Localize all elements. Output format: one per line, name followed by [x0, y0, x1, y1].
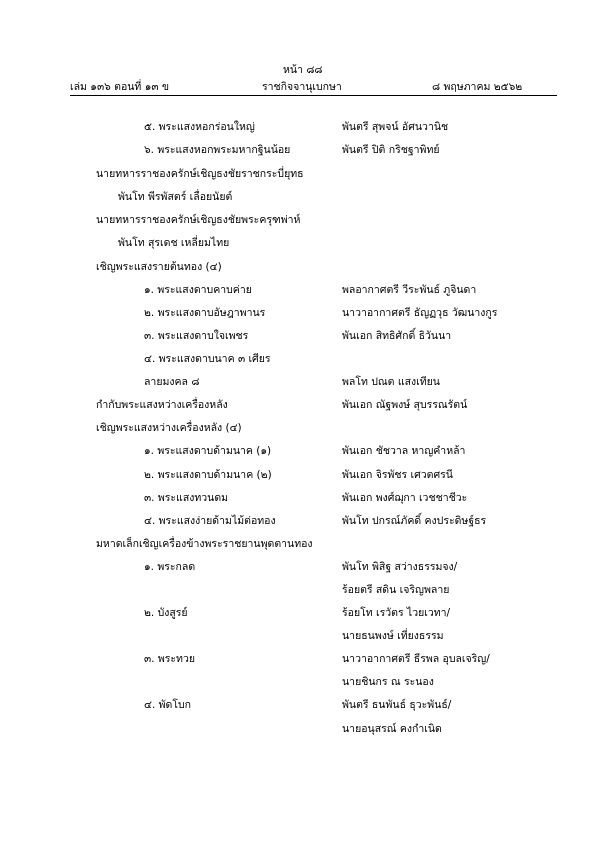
roster-item-person: พลอากาศตรี วีระพันธ์ ภูจินดา [342, 284, 477, 296]
roster-item-label: นายทหารราชองครักษ์เชิญธงชัยราชกระบี่ยุทธ [96, 168, 304, 180]
roster-item-label: พันโท สุรเดช เหลี่ยมไทย [118, 237, 230, 249]
roster-item-label: เชิญพระแสงหว่างเครื่องหลัง (๔) [96, 422, 242, 434]
roster-item-label: ๔. พระแสงง่ายด้ามไม้ต่อทอง [144, 515, 276, 527]
roster-item-label: ๑. พระกลด [144, 561, 196, 573]
roster-item-label: ๓. พระแสงทวนดม [144, 492, 229, 504]
roster-item-person: นายชินกร ณ ระนอง [342, 676, 434, 688]
roster-item-label: ๒. พระแสงดาบด้ามนาค (๒) [144, 469, 272, 481]
roster-item-person: นาวาอากาศตรี ธัญฏวุธ วัฒนางกูร [342, 307, 498, 319]
roster-item-label: ลายมงคล ๘ [144, 376, 200, 388]
roster-item-person: พันตรี ธนพันธ์ ธุวะพันธ์/ [342, 699, 452, 711]
roster-item-person: พันเอก จิรพัชร เศวตศรนี [342, 469, 453, 481]
header-rule [70, 95, 557, 96]
volume-issue: เล่ม ๑๓๖ ตอนที่ ๑๓ ข [70, 81, 170, 93]
roster-item-person: พันเอก สิทธิศักดิ์ ธิวันนา [342, 330, 452, 342]
roster-item-person: พันเอก ณัฐพงษ์ สุบรรณรัตน์ [342, 399, 468, 411]
roster-item-label: ๔. พัดโบก [144, 699, 192, 711]
publication-date: ๘ พฤษภาคม ๒๕๖๒ [432, 81, 523, 93]
roster-item-label: ๔. พระแสงดาบนาค ๓ เศียร [144, 353, 271, 365]
roster-item-person: พันตรี ปิติ กริชฐาพิทย์ [342, 144, 440, 156]
roster-item-person: พันโท พิสิฐ สว่างธรรมจง/ [342, 561, 458, 573]
roster-item-label: ๑. พระแสงดาบคาบค่าย [144, 284, 252, 296]
roster-item-person: พันเอก ชัชวาล หาญคำหล้า [342, 445, 466, 457]
roster-item-label: มหาดเล็กเชิญเครื่องข้างพระราชยานพุดตานทอง [96, 538, 313, 550]
gazette-name: ราชกิจจานุเบกษา [262, 81, 342, 93]
roster-item-person: พันเอก พงศ์ฌุกา เวชชาชีวะ [342, 492, 468, 504]
roster-item-label: ๑. พระแสงดาบด้ามนาค (๑) [144, 445, 272, 457]
roster-item-label: ๕. พระแสงหอกร่อนใหญ่ [144, 121, 255, 133]
roster-item-label: ๒. บังสูรย์ [144, 607, 188, 619]
roster-item-person: ร้อยโท เรวัตร ไวยเวทา/ [342, 607, 451, 619]
roster-item-person: นาวาอากาศตรี ธีรพล อุบลเจริญ/ [342, 653, 490, 665]
roster-item-person: นายอนุสรณ์ คงกำเนิด [342, 723, 442, 735]
roster-item-person: พันตรี สุพจน์ อัศนวานิช [342, 121, 449, 133]
roster-item-person: พลโท ปณต แสงเทียน [342, 376, 440, 388]
roster-item-label: ๒. พระแสงดาบอัษฎาพานร [144, 307, 266, 319]
page-number: หน้า ๘๘ [283, 64, 323, 76]
roster-item-label: พันโท พีรพัสตร์ เลื่อยนัยต์ [118, 191, 233, 203]
roster-item-person: พันโท ปกรณ์ภัคดิ์ คงประดิษฐ์ธร [342, 515, 487, 527]
roster-item-label: นายทหารราชองครักษ์เชิญธงชัยพระครุฑพ่าห์ [96, 214, 301, 226]
roster-item-label: เชิญพระแสงรายต้นทอง (๔) [96, 261, 222, 273]
roster-item-person: นายธนพงษ์ เที่ยงธรรม [342, 630, 444, 642]
roster-item-person: ร้อยตรี สดิน เจริญพลาย [342, 584, 450, 596]
roster-item-label: ๖. พระแสงหอกพระมหากฐินน้อย [144, 144, 291, 156]
roster-item-label: ๓. พระทวย [144, 653, 196, 665]
roster-item-label: ๓. พระแสงดาบใจเพชร [144, 330, 249, 342]
roster-item-label: กำกับพระแสงหว่างเครื่องหลัง [96, 399, 228, 411]
